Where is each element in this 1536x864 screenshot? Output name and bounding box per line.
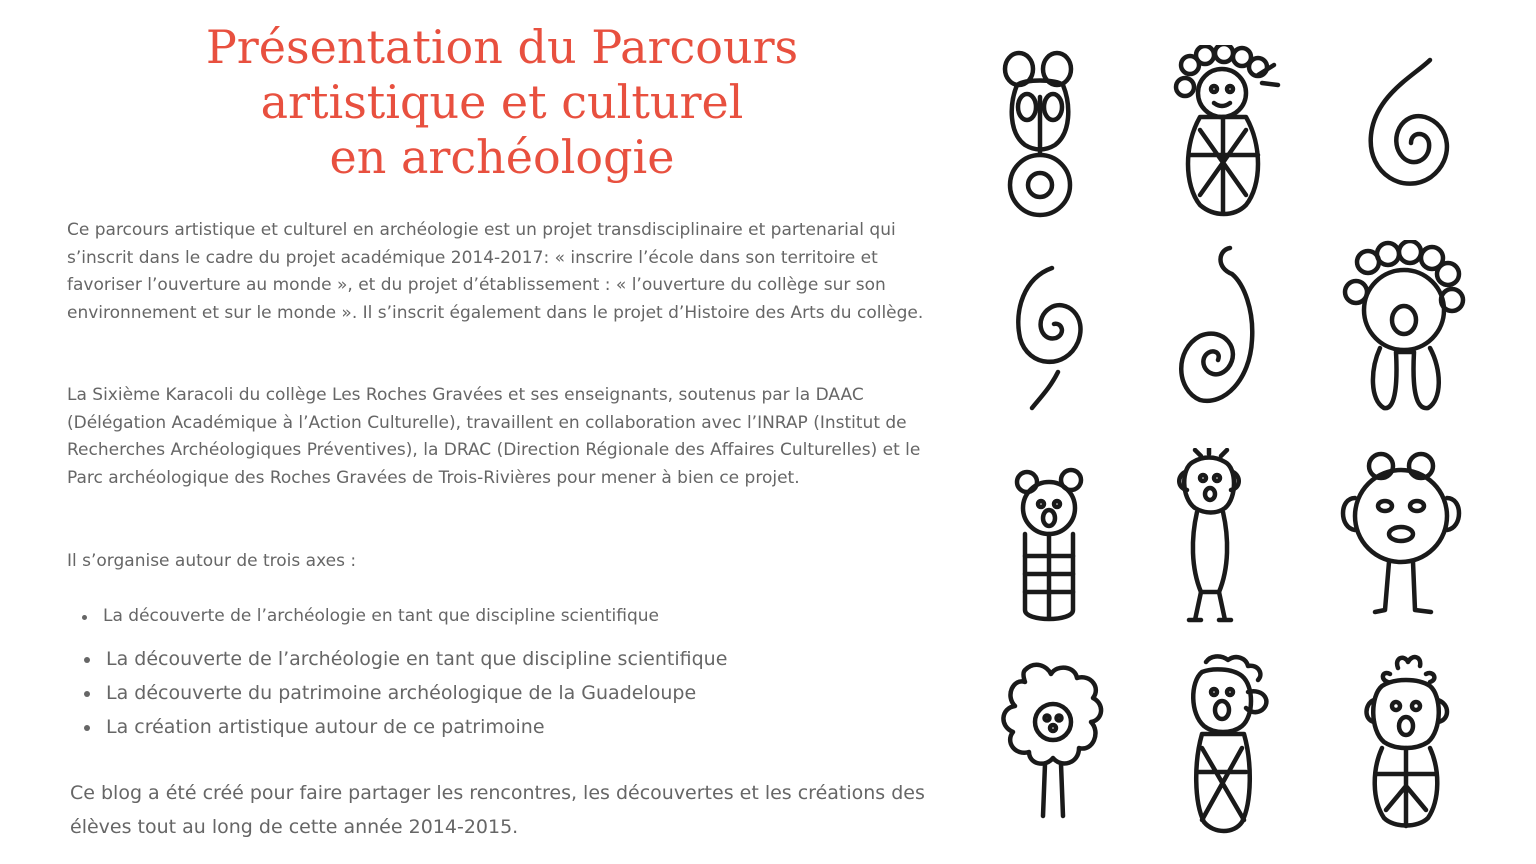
petroglyph-hooked-spiral-icon xyxy=(1170,240,1270,415)
list-item-text: La création artistique autour de ce patrimoine xyxy=(106,716,545,738)
bullet-icon xyxy=(82,615,87,620)
partners-paragraph: La Sixième Karacoli du collège Les Roches Gravées et ses enseignants, soutenus par la DAAC (Délégation Académique à l’Action Culturelle), travaillent en collaboration avec l’INRAP (Institut de Recherches Archéologiques Préventives), la DRAC (Direction Régionale des Affaires Culturelles) et le Parc archéologique des Roches Gravées de Trois-Rivières pour mener à bien ce projet. xyxy=(67,385,921,488)
list-item-text: La découverte de l’archéologie en tant que discipline scientifique xyxy=(103,606,659,626)
petroglyph-face-round-icon xyxy=(1340,240,1470,415)
petroglyph-bear-figure-icon xyxy=(1005,460,1100,630)
page-title xyxy=(60,20,944,185)
bullet-icon xyxy=(84,725,90,731)
list-item-text: La découverte de l’archéologie en tant que discipline scientifique xyxy=(106,648,728,670)
axes-intro: Il s’organise autour de trois axes : xyxy=(67,551,357,571)
petroglyph-stick-figure-icon xyxy=(1175,448,1255,628)
petroglyph-round-face-legs-icon xyxy=(1335,450,1470,625)
petroglyph-image xyxy=(985,30,1505,850)
axes-list xyxy=(0,642,900,744)
petroglyph-swirl-head-figure-icon xyxy=(1360,650,1460,835)
list-item xyxy=(0,710,900,744)
list-item xyxy=(0,603,900,630)
intro-paragraph: Ce parcours artistique et culturel en archéologie est un projet transdisciplinaire et partenarial qui s’inscrit dans le cadre du projet académique 2014-2017: « inscrire l’école dans son territoire et favoriser l’ouverture au monde », et du projet d’établissement : « l’ouverture du collège sur son environnement et sur le monde ». Il s’inscrit également dans le projet d’Histoire des Arts du collège. xyxy=(67,220,924,323)
bullet-icon xyxy=(84,657,90,663)
blog-paragraph: Ce blog a été créé pour faire partager les rencontres, les découvertes et les créations des élèves tout au long de cette année 2014-2015. xyxy=(70,782,925,838)
title-line-3: en archéologie xyxy=(329,130,675,184)
list-item xyxy=(0,642,900,676)
title-line-2: artistique et culturel xyxy=(260,75,744,129)
petroglyph-cloud-face-icon xyxy=(995,660,1110,825)
petroglyph-spiral-tail-icon xyxy=(1010,260,1090,415)
petroglyph-face-spiral-icon xyxy=(995,45,1095,220)
title-line-1: Présentation du Parcours xyxy=(205,20,799,74)
list-item xyxy=(0,676,900,710)
petroglyph-crested-figure-icon xyxy=(1180,652,1290,837)
list-item-text: La découverte du patrimoine archéologique de la Guadeloupe xyxy=(106,682,697,704)
petroglyph-spiral-icon xyxy=(1365,55,1460,200)
axes-list-small xyxy=(0,603,900,630)
petroglyph-figure-crowned-icon xyxy=(1170,45,1285,220)
bullet-icon xyxy=(84,691,90,697)
